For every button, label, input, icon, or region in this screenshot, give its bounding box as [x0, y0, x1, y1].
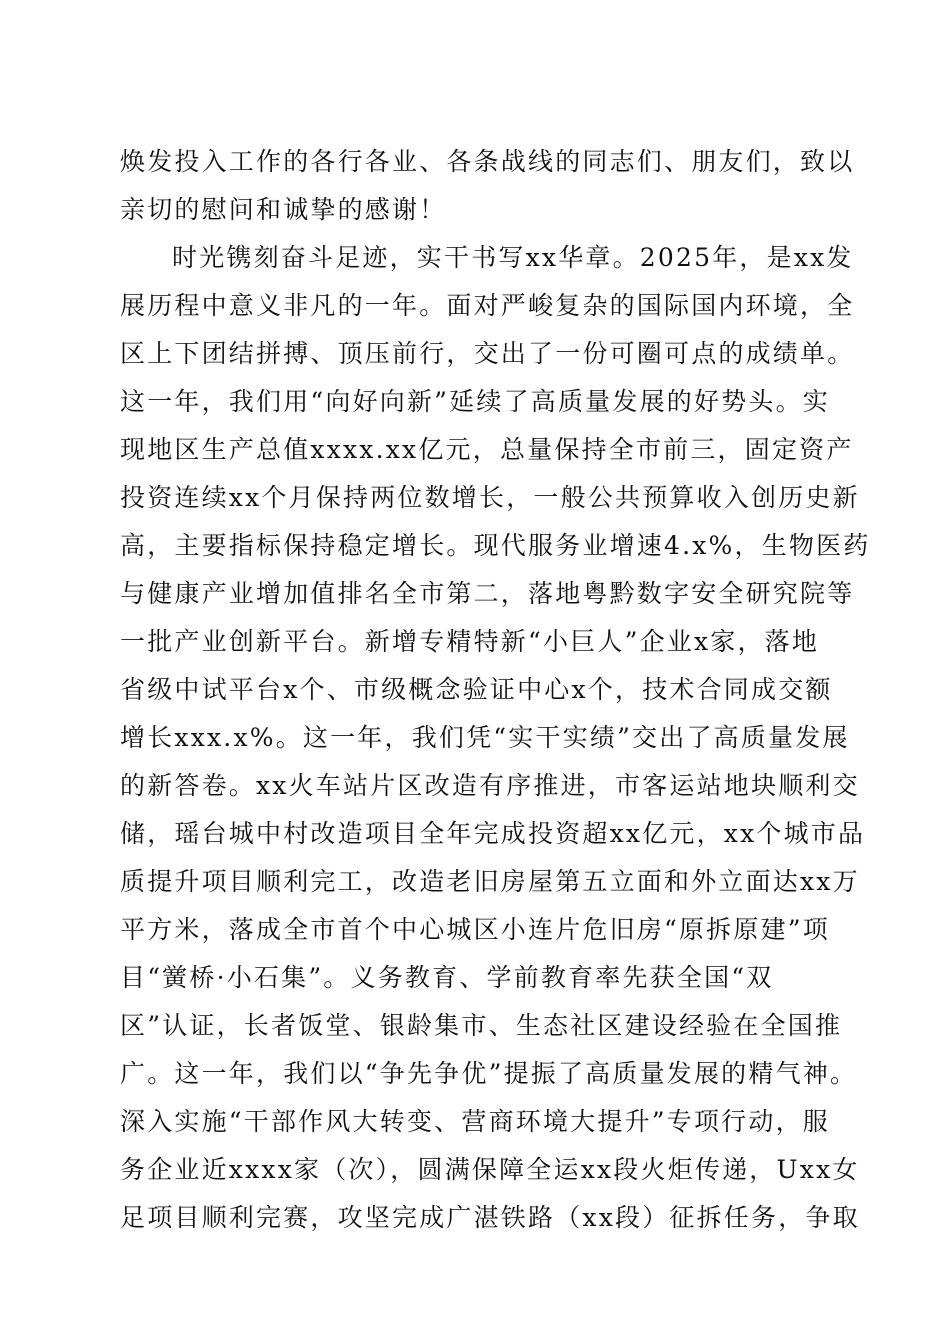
text-line-22: 务企业近xxxx家（次），圆满保障全运xx段火炬传递，Uxx女: [120, 1155, 860, 1184]
text-line-7: 现地区生产总值xxxx.xx亿元，总量保持全市前三，固定资产: [120, 435, 854, 464]
text-line-16: 质提升项目顺利完工，改造老旧房屋第五立面和外立面达xx万: [120, 867, 860, 896]
text-line-21: 深入实施“干部作风大转变、营商环境大提升”专项行动，服: [120, 1107, 830, 1136]
text-line-8: 投资连续xx个月保持两位数增长，一般公共预算收入创历史新: [120, 483, 860, 512]
paragraph-start-line: 时光镌刻奋斗足迹，实干书写xx华章。2025年，是xx发: [172, 243, 854, 272]
text-line-18: 目“黉桥·小石集”。义务教育、学前教育率先获全国“双: [120, 963, 774, 992]
text-line-14: 的新答卷。xx火车站片区改造有序推进，市客运站地块顺利交: [120, 771, 860, 800]
text-line-12: 省级中试平台x个、市级概念验证中心x个，技术合同成交额: [120, 675, 833, 704]
text-line-17: 平方米，落成全市首个中心城区小连片危旧房“原拆原建”项: [120, 915, 830, 944]
body-text: [120, 138, 871, 1242]
text-line-2: 亲切的慰问和诚挚的感谢！: [120, 195, 447, 224]
text-line-19: 区”认证，长者饭堂、银龄集市、生态社区建设经验在全国推: [120, 1011, 843, 1040]
text-line-11: 一批产业创新平台。新增专精特新“小巨人”企业x家，落地: [120, 627, 820, 656]
text-line-6: 这一年，我们用“向好向新”延续了高质量发展的好势头。实: [120, 387, 830, 416]
text-line-1: 焕发投入工作的各行各业、各条战线的同志们、朋友们，致以: [120, 147, 855, 176]
text-line-5: 区上下团结拼搏、顶压前行，交出了一份可圈可点的成绩单。: [120, 339, 855, 368]
text-line-4: 展历程中意义非凡的一年。面对严峻复杂的国际国内环境，全: [120, 291, 855, 320]
text-line-20: 广。这一年，我们以“争先争优”提振了高质量发展的精气神。: [120, 1059, 858, 1088]
text-line-10: 与健康产业增加值排名全市第二，落地粤黔数字安全研究院等: [120, 579, 855, 608]
text-line-13: 增长xxx.x%。这一年，我们凭“实干实绩”交出了高质量发展: [120, 723, 850, 752]
text-line-9: 高，主要指标保持稳定增长。现代服务业增速4.x%，生物医药: [120, 531, 871, 560]
text-line-23: 足项目顺利完赛，攻坚完成广湛铁路（xx段）征拆任务，争取: [120, 1203, 860, 1232]
text-line-15: 储，瑶台城中村改造项目全年完成投资超xx亿元，xx个城市品: [120, 819, 866, 848]
